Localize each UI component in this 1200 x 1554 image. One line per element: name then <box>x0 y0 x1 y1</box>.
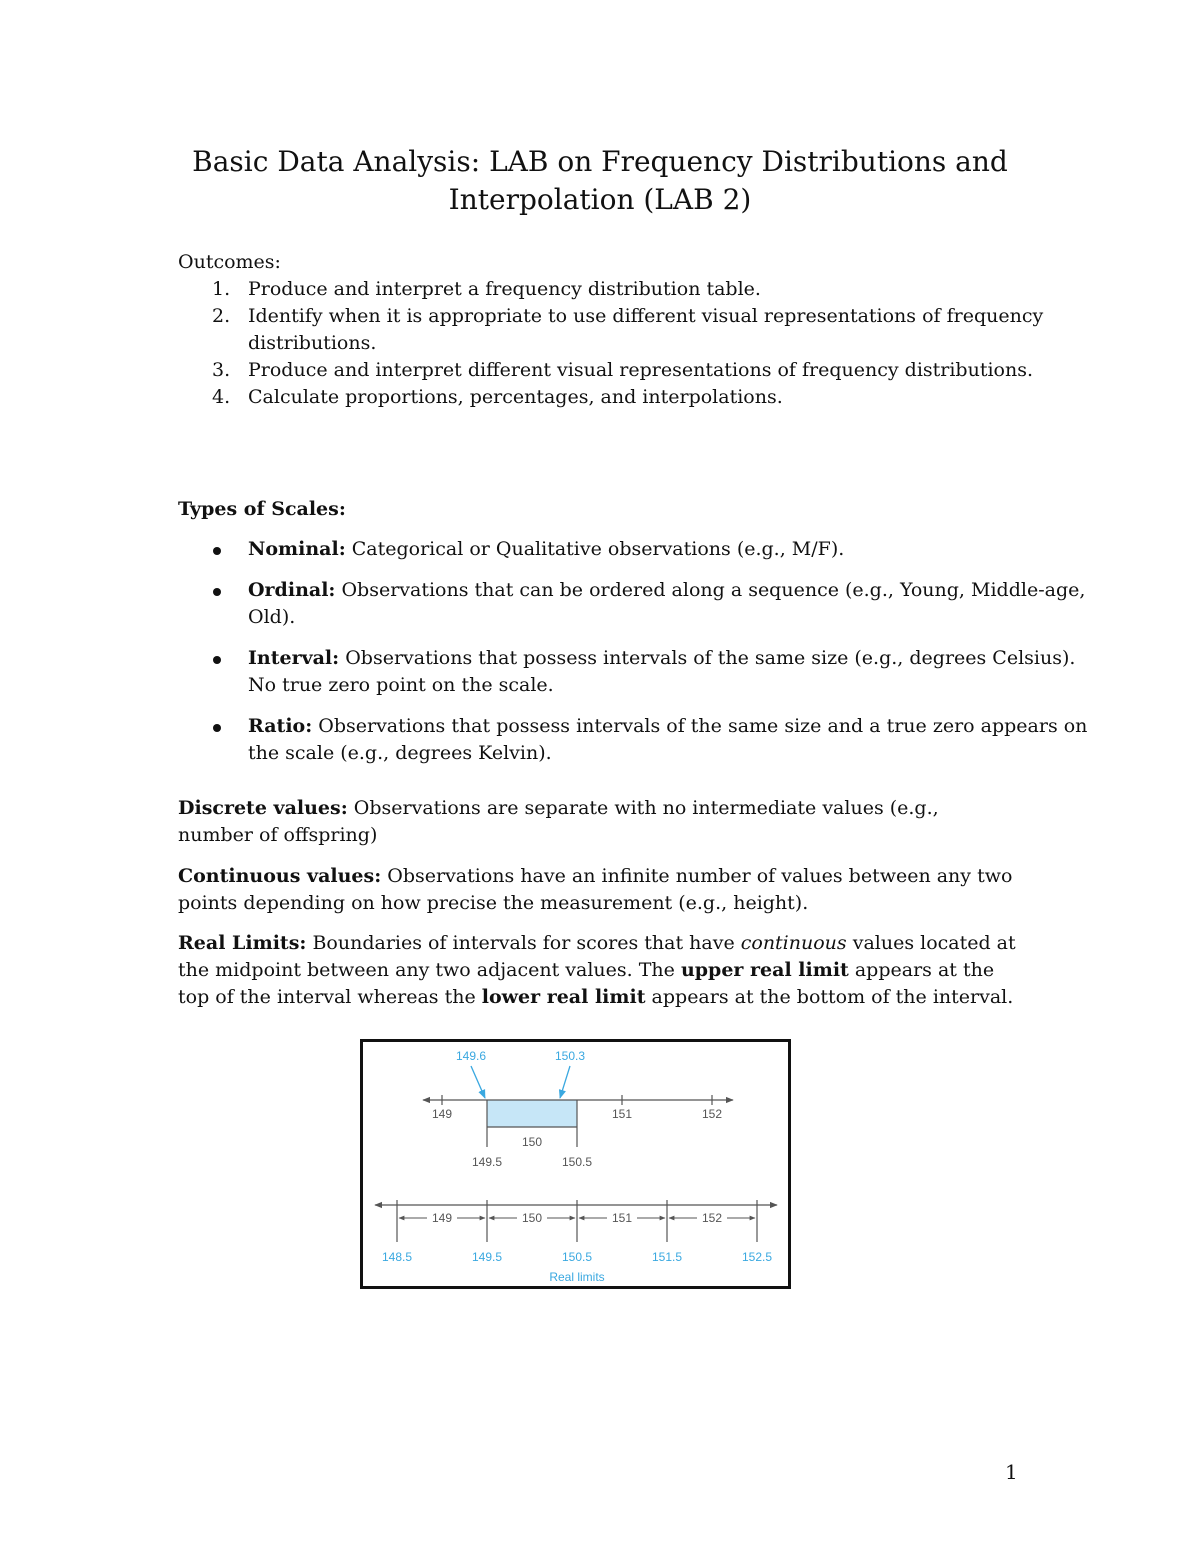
scale-description: Categorical or Qualitative observations (e.g., M/F). <box>345 538 845 560</box>
number-line-diagram <box>363 1042 788 1286</box>
real-limits-figure <box>360 1039 791 1289</box>
real-limit-label: 151.5 <box>651 1250 683 1264</box>
scales-list <box>178 536 1098 781</box>
list-item <box>212 357 1068 384</box>
pointer-label-149-6: 149.6 <box>455 1049 487 1063</box>
definition-text: appears at the bottom of the interval. <box>645 986 1014 1008</box>
list-item-text: Identify when it is appropriate to use different visual representations of frequency distributions. <box>248 305 1044 354</box>
bullet-icon <box>213 656 221 664</box>
types-of-scales-heading: Types of Scales: <box>178 498 346 520</box>
pointer-arrow-149-6 <box>471 1066 485 1098</box>
real-limit-label: 150.5 <box>561 1250 593 1264</box>
scale-description: Observations that can be ordered along a sequence (e.g., Young, Middle-age, Old). <box>248 579 1086 628</box>
scale-term: Ordinal: <box>248 579 336 601</box>
list-number: 1. <box>212 278 231 300</box>
pointer-label-150-3: 150.3 <box>554 1049 586 1063</box>
pointer-arrow-150-3 <box>560 1066 570 1098</box>
real-limit-label: 148.5 <box>381 1250 413 1264</box>
lower-real-limit-term: lower real limit <box>481 986 646 1008</box>
emphasis-text: continuous <box>740 932 847 954</box>
real-limit-label: 152.5 <box>741 1250 773 1264</box>
interval-label: 152 <box>701 1211 723 1225</box>
definition-term: Discrete values: <box>178 797 348 819</box>
list-number: 2. <box>212 305 231 327</box>
list-item <box>248 536 1098 563</box>
definition-text: Observations have an infinite number of values between any two points depending on how precise the measurement (e.g., height). <box>178 865 1013 914</box>
interval-label: 150 <box>521 1211 543 1225</box>
list-item-text: Produce and interpret different visual representations of frequency distributions. <box>248 359 1034 381</box>
definition-text: Boundaries of intervals for scores that have <box>306 932 741 954</box>
interval-center-label: 150 <box>521 1135 543 1149</box>
tick-label: 151 <box>611 1107 633 1121</box>
continuous-values-paragraph <box>178 863 1018 917</box>
figure-caption: Real limits <box>549 1270 605 1284</box>
list-item <box>248 713 1098 767</box>
page-title <box>150 143 1050 219</box>
definition-text: values located at the midpoint between any two adjacent values. The <box>178 932 1016 981</box>
list-item <box>248 645 1098 699</box>
list-item-text: Produce and interpret a frequency distribution table. <box>248 278 761 300</box>
limit-label: 149.5 <box>471 1155 503 1169</box>
limit-label: 150.5 <box>561 1155 593 1169</box>
scale-term: Interval: <box>248 647 340 669</box>
list-item <box>212 276 1068 303</box>
bullet-icon <box>213 588 221 596</box>
real-limits-paragraph <box>178 930 1018 1011</box>
definition-text: Observations are separate with no intermediate values (e.g., number of offspring) <box>178 797 939 846</box>
outcomes-label: Outcomes: <box>178 251 281 273</box>
list-number: 4. <box>212 386 231 408</box>
title-line-2: Interpolation (LAB 2) <box>448 183 752 216</box>
discrete-values-paragraph <box>178 795 1018 849</box>
definition-text: appears at the top of the interval whereas the <box>178 959 995 1008</box>
definition-term: Continuous values: <box>178 865 382 887</box>
list-item <box>212 384 1068 411</box>
outcomes-list <box>178 276 1068 411</box>
list-item <box>212 303 1068 357</box>
scale-description: Observations that possess intervals of the same size (e.g., degrees Celsius). No true zero point on the scale. <box>248 647 1076 696</box>
scale-term: Ratio: <box>248 715 313 737</box>
bullet-icon <box>213 547 221 555</box>
tick-label: 152 <box>701 1107 723 1121</box>
interval-label: 151 <box>611 1211 633 1225</box>
list-number: 3. <box>212 359 231 381</box>
real-limit-label: 149.5 <box>471 1250 503 1264</box>
upper-real-limit-term: upper real limit <box>680 959 849 981</box>
scale-description: Observations that possess intervals of the same size and a true zero appears on the scale (e.g., degrees Kelvin). <box>248 715 1088 764</box>
interval-label: 149 <box>431 1211 453 1225</box>
title-line-1: Basic Data Analysis: LAB on Frequency Distributions and <box>192 145 1008 178</box>
list-item-text: Calculate proportions, percentages, and interpolations. <box>248 386 783 408</box>
interval-shade <box>487 1100 577 1127</box>
bullet-icon <box>213 724 221 732</box>
list-item <box>248 577 1098 631</box>
definition-term: Real Limits: <box>178 932 307 954</box>
page-number: 1 <box>1005 1460 1018 1484</box>
scale-term: Nominal: <box>248 538 346 560</box>
tick-label: 149 <box>431 1107 453 1121</box>
